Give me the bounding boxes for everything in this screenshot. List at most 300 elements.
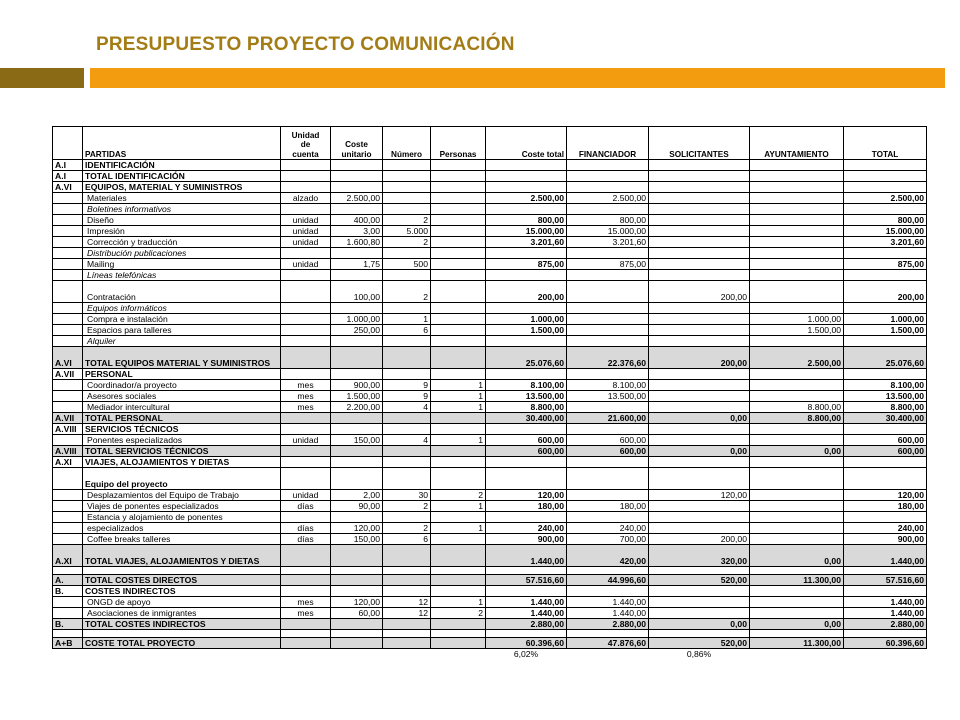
row-code: A.VIII bbox=[53, 424, 83, 435]
row-code bbox=[53, 490, 83, 501]
row-total: 1.000,00 bbox=[844, 314, 927, 325]
row-unidad bbox=[281, 638, 331, 649]
percentage-empty-cell bbox=[383, 649, 431, 660]
row-coste-unitario: 900,00 bbox=[331, 380, 383, 391]
row-coste-total bbox=[486, 303, 567, 314]
header-financiador: FINANCIADOR bbox=[567, 127, 649, 160]
row-unidad bbox=[281, 369, 331, 380]
row-financiador: 8.100,00 bbox=[567, 380, 649, 391]
row-personas bbox=[431, 215, 486, 226]
row-numero bbox=[383, 638, 431, 649]
row-coste-unitario bbox=[331, 619, 383, 630]
row-ayuntamiento bbox=[750, 523, 844, 534]
row-total: 57.516,60 bbox=[844, 575, 927, 586]
row-total: 8.100,00 bbox=[844, 380, 927, 391]
row-financiador bbox=[567, 160, 649, 171]
row-ayuntamiento bbox=[750, 182, 844, 193]
row-code: A.VI bbox=[53, 182, 83, 193]
header-personas: Personas bbox=[431, 127, 486, 160]
row-label: Equipos informáticos bbox=[83, 303, 281, 314]
row-total bbox=[844, 567, 927, 575]
row-financiador: 600,00 bbox=[567, 435, 649, 446]
row-solicitantes bbox=[649, 204, 750, 215]
row-ayuntamiento bbox=[750, 270, 844, 281]
row-solicitantes bbox=[649, 336, 750, 347]
percentage-empty-cell bbox=[431, 649, 486, 660]
row-coste-unitario bbox=[331, 457, 383, 468]
row-solicitantes: 520,00 bbox=[649, 575, 750, 586]
row-personas bbox=[431, 413, 486, 424]
row-label: Mediador intercultural bbox=[83, 402, 281, 413]
row-personas bbox=[431, 424, 486, 435]
total-row bbox=[53, 446, 927, 457]
row-financiador bbox=[567, 336, 649, 347]
row-unidad bbox=[281, 270, 331, 281]
row-unidad bbox=[281, 619, 331, 630]
row-numero: 2 bbox=[383, 215, 431, 226]
row-financiador: 800,00 bbox=[567, 215, 649, 226]
row-unidad bbox=[281, 567, 331, 575]
row-coste-total bbox=[486, 369, 567, 380]
percentage-empty-cell bbox=[844, 649, 927, 660]
row-solicitantes bbox=[649, 380, 750, 391]
row-label: Ponentes especializados bbox=[83, 435, 281, 446]
row-financiador: 47.876,60 bbox=[567, 638, 649, 649]
row-code bbox=[53, 630, 83, 638]
row-ayuntamiento bbox=[750, 512, 844, 523]
row-code bbox=[53, 314, 83, 325]
spacer-row bbox=[53, 567, 927, 575]
row-numero: 500 bbox=[383, 259, 431, 270]
row-code bbox=[53, 248, 83, 259]
row-ayuntamiento bbox=[750, 468, 844, 490]
row-ayuntamiento bbox=[750, 586, 844, 597]
row-personas bbox=[431, 567, 486, 575]
row-ayuntamiento bbox=[750, 424, 844, 435]
row-label: Mailing bbox=[83, 259, 281, 270]
row-financiador: 3.201,60 bbox=[567, 237, 649, 248]
row-coste-unitario: 3,00 bbox=[331, 226, 383, 237]
row-financiador bbox=[567, 182, 649, 193]
row-solicitantes bbox=[649, 391, 750, 402]
row-ayuntamiento bbox=[750, 171, 844, 182]
table-row bbox=[53, 248, 927, 259]
row-ayuntamiento bbox=[750, 215, 844, 226]
row-coste-unitario: 1.600,80 bbox=[331, 237, 383, 248]
row-code bbox=[53, 325, 83, 336]
row-financiador bbox=[567, 630, 649, 638]
row-numero: 6 bbox=[383, 534, 431, 545]
row-solicitantes bbox=[649, 314, 750, 325]
row-unidad bbox=[281, 171, 331, 182]
row-coste-unitario bbox=[331, 347, 383, 369]
row-label: TOTAL EQUIPOS MATERIAL Y SUMINISTROS bbox=[83, 347, 281, 369]
row-ayuntamiento bbox=[750, 457, 844, 468]
row-total bbox=[844, 160, 927, 171]
section-row bbox=[53, 171, 927, 182]
table-row bbox=[53, 512, 927, 523]
row-personas bbox=[431, 237, 486, 248]
row-financiador bbox=[567, 424, 649, 435]
row-coste-total bbox=[486, 468, 567, 490]
row-label: Diseño bbox=[83, 215, 281, 226]
row-solicitantes bbox=[649, 523, 750, 534]
row-solicitantes: 0,00 bbox=[649, 413, 750, 424]
row-ayuntamiento: 8.800,00 bbox=[750, 413, 844, 424]
row-personas bbox=[431, 281, 486, 303]
table-row bbox=[53, 597, 927, 608]
row-total: 1.440,00 bbox=[844, 545, 927, 567]
row-label: Alquiler bbox=[83, 336, 281, 347]
row-solicitantes bbox=[649, 303, 750, 314]
row-numero: 6 bbox=[383, 325, 431, 336]
row-financiador bbox=[567, 248, 649, 259]
row-numero: 9 bbox=[383, 380, 431, 391]
row-total bbox=[844, 171, 927, 182]
row-personas: 1 bbox=[431, 523, 486, 534]
row-code bbox=[53, 391, 83, 402]
row-coste-unitario bbox=[331, 586, 383, 597]
row-total: 8.800,00 bbox=[844, 402, 927, 413]
row-unidad bbox=[281, 325, 331, 336]
row-code: A.I bbox=[53, 160, 83, 171]
row-label: Corrección y traducción bbox=[83, 237, 281, 248]
row-label bbox=[83, 630, 281, 638]
row-solicitantes bbox=[649, 325, 750, 336]
row-label: especializados bbox=[83, 523, 281, 534]
row-personas bbox=[431, 314, 486, 325]
row-financiador bbox=[567, 204, 649, 215]
row-ayuntamiento bbox=[750, 281, 844, 303]
row-financiador bbox=[567, 457, 649, 468]
row-label: Espacios para talleres bbox=[83, 325, 281, 336]
row-label: Materiales bbox=[83, 193, 281, 204]
row-financiador bbox=[567, 567, 649, 575]
row-coste-unitario: 2.200,00 bbox=[331, 402, 383, 413]
row-numero: 2 bbox=[383, 523, 431, 534]
row-ayuntamiento: 1.000,00 bbox=[750, 314, 844, 325]
header-coste-unitario: Coste unitario bbox=[331, 127, 383, 160]
row-numero bbox=[383, 575, 431, 586]
row-label: ONGD de apoyo bbox=[83, 597, 281, 608]
row-total: 600,00 bbox=[844, 446, 927, 457]
slide-title: PRESUPUESTO PROYECTO COMUNICACIÓN bbox=[96, 34, 515, 55]
row-coste-total: 900,00 bbox=[486, 534, 567, 545]
row-ayuntamiento bbox=[750, 630, 844, 638]
row-coste-total: 57.516,60 bbox=[486, 575, 567, 586]
row-financiador: 2.880,00 bbox=[567, 619, 649, 630]
row-code bbox=[53, 534, 83, 545]
row-coste-total: 875,00 bbox=[486, 259, 567, 270]
row-solicitantes: 0,00 bbox=[649, 446, 750, 457]
spacer-row bbox=[53, 630, 927, 638]
row-coste-unitario: 150,00 bbox=[331, 534, 383, 545]
table-row bbox=[53, 325, 927, 336]
row-financiador: 180,00 bbox=[567, 501, 649, 512]
table-row bbox=[53, 534, 927, 545]
row-financiador bbox=[567, 490, 649, 501]
row-numero bbox=[383, 512, 431, 523]
row-financiador: 420,00 bbox=[567, 545, 649, 567]
row-coste-total: 1.500,00 bbox=[486, 325, 567, 336]
row-solicitantes bbox=[649, 215, 750, 226]
row-coste-total bbox=[486, 204, 567, 215]
row-label: PERSONAL bbox=[83, 369, 281, 380]
row-coste-total: 120,00 bbox=[486, 490, 567, 501]
row-numero bbox=[383, 160, 431, 171]
percentage-row bbox=[53, 649, 927, 660]
percentage-coste-total: 6,02% bbox=[513, 649, 539, 659]
row-total bbox=[844, 182, 927, 193]
row-ayuntamiento bbox=[750, 259, 844, 270]
row-personas bbox=[431, 369, 486, 380]
row-ayuntamiento bbox=[750, 303, 844, 314]
row-ayuntamiento bbox=[750, 248, 844, 259]
row-ayuntamiento bbox=[750, 597, 844, 608]
section-row bbox=[53, 424, 927, 435]
row-personas bbox=[431, 226, 486, 237]
row-financiador bbox=[567, 512, 649, 523]
row-coste-unitario: 400,00 bbox=[331, 215, 383, 226]
row-label: TOTAL VIAJES, ALOJAMIENTOS Y DIETAS bbox=[83, 545, 281, 567]
row-numero: 2 bbox=[383, 237, 431, 248]
row-financiador: 1.440,00 bbox=[567, 608, 649, 619]
row-coste-total: 2.500,00 bbox=[486, 193, 567, 204]
row-personas bbox=[431, 638, 486, 649]
row-solicitantes bbox=[649, 171, 750, 182]
header-total: TOTAL bbox=[844, 127, 927, 160]
table-row bbox=[53, 523, 927, 534]
row-label: TOTAL PERSONAL bbox=[83, 413, 281, 424]
row-label: TOTAL COSTES DIRECTOS bbox=[83, 575, 281, 586]
row-label: TOTAL IDENTIFICACIÓN bbox=[83, 171, 281, 182]
row-coste-unitario bbox=[331, 303, 383, 314]
row-solicitantes bbox=[649, 193, 750, 204]
row-numero bbox=[383, 303, 431, 314]
row-personas bbox=[431, 512, 486, 523]
row-personas bbox=[431, 204, 486, 215]
row-financiador: 1.440,00 bbox=[567, 597, 649, 608]
row-financiador bbox=[567, 270, 649, 281]
row-numero bbox=[383, 545, 431, 567]
row-total: 60.396,60 bbox=[844, 638, 927, 649]
row-label: Equipo del proyecto bbox=[83, 468, 281, 490]
total-row bbox=[53, 638, 927, 649]
percentage-empty-cell bbox=[83, 649, 281, 660]
row-label: COSTES INDIRECTOS bbox=[83, 586, 281, 597]
row-financiador: 22.376,60 bbox=[567, 347, 649, 369]
row-solicitantes: 120,00 bbox=[649, 490, 750, 501]
row-ayuntamiento: 11.300,00 bbox=[750, 638, 844, 649]
row-total: 180,00 bbox=[844, 501, 927, 512]
row-unidad bbox=[281, 630, 331, 638]
row-coste-unitario: 2.500,00 bbox=[331, 193, 383, 204]
row-total bbox=[844, 468, 927, 490]
row-personas bbox=[431, 182, 486, 193]
row-numero bbox=[383, 369, 431, 380]
row-solicitantes bbox=[649, 369, 750, 380]
row-personas bbox=[431, 545, 486, 567]
table-row bbox=[53, 303, 927, 314]
row-personas: 1 bbox=[431, 501, 486, 512]
row-ayuntamiento bbox=[750, 160, 844, 171]
row-label: VIAJES, ALOJAMIENTOS Y DIETAS bbox=[83, 457, 281, 468]
title-accent-bar-orange bbox=[90, 68, 945, 88]
row-solicitantes bbox=[649, 402, 750, 413]
row-personas bbox=[431, 630, 486, 638]
row-personas: 1 bbox=[431, 391, 486, 402]
row-label: Distribución publicaciones bbox=[83, 248, 281, 259]
row-financiador: 15.000,00 bbox=[567, 226, 649, 237]
row-code bbox=[53, 567, 83, 575]
row-numero bbox=[383, 468, 431, 490]
row-financiador bbox=[567, 402, 649, 413]
row-financiador bbox=[567, 325, 649, 336]
row-code bbox=[53, 281, 83, 303]
row-coste-unitario bbox=[331, 270, 383, 281]
title-accent-bar-dark bbox=[0, 68, 84, 88]
row-coste-unitario bbox=[331, 182, 383, 193]
row-coste-total bbox=[486, 270, 567, 281]
row-unidad: días bbox=[281, 523, 331, 534]
row-personas: 1 bbox=[431, 597, 486, 608]
row-unidad: unidad bbox=[281, 215, 331, 226]
row-solicitantes: 320,00 bbox=[649, 545, 750, 567]
row-financiador: 240,00 bbox=[567, 523, 649, 534]
row-total bbox=[844, 270, 927, 281]
row-unidad: unidad bbox=[281, 435, 331, 446]
row-numero: 30 bbox=[383, 490, 431, 501]
row-code: B. bbox=[53, 586, 83, 597]
row-coste-unitario bbox=[331, 575, 383, 586]
row-solicitantes: 200,00 bbox=[649, 534, 750, 545]
row-solicitantes bbox=[649, 248, 750, 259]
row-coste-unitario: 2,00 bbox=[331, 490, 383, 501]
row-solicitantes bbox=[649, 424, 750, 435]
row-solicitantes bbox=[649, 457, 750, 468]
row-solicitantes bbox=[649, 567, 750, 575]
row-coste-total: 600,00 bbox=[486, 435, 567, 446]
row-coste-unitario bbox=[331, 248, 383, 259]
row-solicitantes bbox=[649, 468, 750, 490]
row-total: 2.500,00 bbox=[844, 193, 927, 204]
row-ayuntamiento: 0,00 bbox=[750, 619, 844, 630]
row-label: SERVICIOS TÉCNICOS bbox=[83, 424, 281, 435]
row-numero: 2 bbox=[383, 281, 431, 303]
row-coste-total: 800,00 bbox=[486, 215, 567, 226]
row-coste-total: 240,00 bbox=[486, 523, 567, 534]
row-personas bbox=[431, 468, 486, 490]
row-unidad bbox=[281, 424, 331, 435]
table-row bbox=[53, 193, 927, 204]
row-label: Coffee breaks talleres bbox=[83, 534, 281, 545]
row-solicitantes bbox=[649, 586, 750, 597]
row-code bbox=[53, 270, 83, 281]
header-numero: Número bbox=[383, 127, 431, 160]
row-label bbox=[83, 567, 281, 575]
row-label: COSTE TOTAL PROYECTO bbox=[83, 638, 281, 649]
row-financiador: 21.600,00 bbox=[567, 413, 649, 424]
row-numero: 12 bbox=[383, 608, 431, 619]
row-total: 800,00 bbox=[844, 215, 927, 226]
row-coste-total bbox=[486, 248, 567, 259]
row-code bbox=[53, 193, 83, 204]
row-ayuntamiento: 1.500,00 bbox=[750, 325, 844, 336]
header-solicitantes: SOLICITANTES bbox=[649, 127, 750, 160]
table-row bbox=[53, 501, 927, 512]
row-unidad bbox=[281, 314, 331, 325]
section-row bbox=[53, 457, 927, 468]
row-coste-total: 1.440,00 bbox=[486, 608, 567, 619]
row-code bbox=[53, 215, 83, 226]
row-ayuntamiento: 0,00 bbox=[750, 545, 844, 567]
row-coste-unitario bbox=[331, 630, 383, 638]
row-code bbox=[53, 523, 83, 534]
row-numero bbox=[383, 424, 431, 435]
row-label: Viajes de ponentes especializados bbox=[83, 501, 281, 512]
row-personas bbox=[431, 446, 486, 457]
header-unidad: Unidad de cuenta bbox=[281, 127, 331, 160]
row-code: A.VII bbox=[53, 413, 83, 424]
row-coste-unitario: 1.000,00 bbox=[331, 314, 383, 325]
row-coste-total bbox=[486, 567, 567, 575]
row-personas bbox=[431, 619, 486, 630]
row-solicitantes bbox=[649, 501, 750, 512]
row-coste-unitario: 120,00 bbox=[331, 597, 383, 608]
row-financiador bbox=[567, 171, 649, 182]
row-ayuntamiento bbox=[750, 567, 844, 575]
row-code bbox=[53, 226, 83, 237]
row-unidad bbox=[281, 457, 331, 468]
row-numero bbox=[383, 347, 431, 369]
table-row bbox=[53, 391, 927, 402]
row-total: 875,00 bbox=[844, 259, 927, 270]
row-coste-total bbox=[486, 160, 567, 171]
row-financiador bbox=[567, 303, 649, 314]
row-personas: 2 bbox=[431, 608, 486, 619]
row-numero: 9 bbox=[383, 391, 431, 402]
percentage-solicitantes: 0,86% bbox=[686, 649, 712, 659]
row-coste-total: 1.440,00 bbox=[486, 545, 567, 567]
row-unidad bbox=[281, 468, 331, 490]
row-coste-total: 3.201,60 bbox=[486, 237, 567, 248]
row-solicitantes bbox=[649, 597, 750, 608]
row-unidad bbox=[281, 160, 331, 171]
row-numero bbox=[383, 567, 431, 575]
table-row bbox=[53, 215, 927, 226]
row-coste-total bbox=[486, 586, 567, 597]
row-total bbox=[844, 424, 927, 435]
row-personas bbox=[431, 160, 486, 171]
row-label: Desplazamientos del Equipo de Trabajo bbox=[83, 490, 281, 501]
table-row bbox=[53, 336, 927, 347]
row-unidad: mes bbox=[281, 608, 331, 619]
row-total: 240,00 bbox=[844, 523, 927, 534]
section-row bbox=[53, 586, 927, 597]
row-ayuntamiento bbox=[750, 608, 844, 619]
row-label: Líneas telefónicas bbox=[83, 270, 281, 281]
table-row bbox=[53, 226, 927, 237]
row-personas: 1 bbox=[431, 402, 486, 413]
row-personas bbox=[431, 303, 486, 314]
row-numero bbox=[383, 457, 431, 468]
row-coste-total: 2.880,00 bbox=[486, 619, 567, 630]
row-code bbox=[53, 204, 83, 215]
table-row bbox=[53, 490, 927, 501]
row-unidad: alzado bbox=[281, 193, 331, 204]
row-unidad bbox=[281, 336, 331, 347]
row-code bbox=[53, 468, 83, 490]
